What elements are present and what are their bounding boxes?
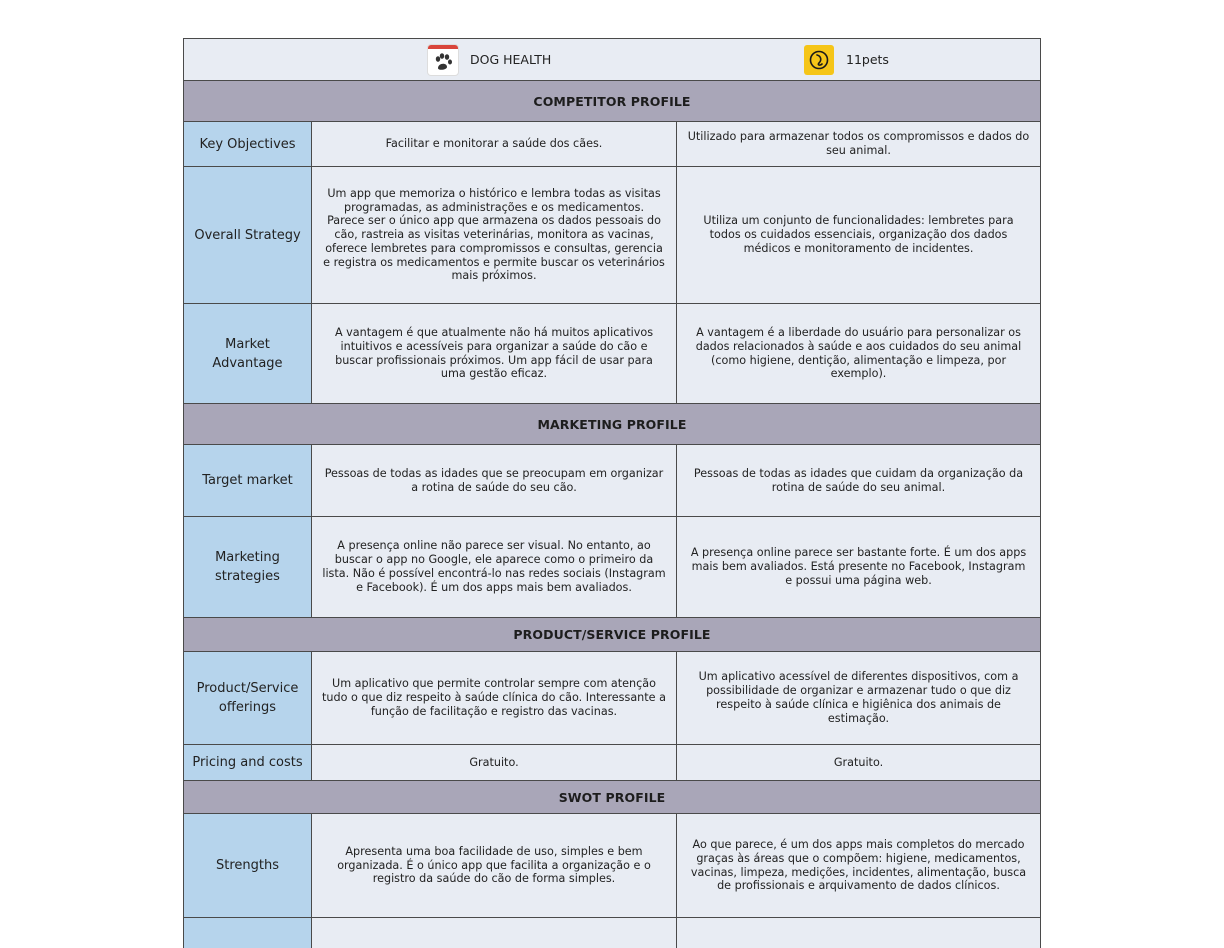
row-label: Key Objectives (184, 122, 312, 166)
app-a-cell: Pessoas de todas as idades que se preocupam em organizar a rotina de saúde do seu cão. (312, 445, 677, 516)
app-a-cell: Gratuito. (312, 745, 677, 780)
app-b-cell: A presença online parece ser bastante forte. É um dos apps mais bem avaliados. Está presente no Facebook, Instagram e possui uma página web. (677, 517, 1040, 617)
app-b-cell: Utilizado para armazenar todos os compromissos e dados do seu animal. (677, 122, 1040, 166)
table-row (184, 167, 1040, 304)
row-label: Product/Service offerings (184, 652, 312, 744)
table-header-row (184, 39, 1040, 81)
table-row (184, 122, 1040, 167)
app-a-cell: Apresenta uma boa facilidade de uso, simples e bem organizada. É o único app que facilita a organização e o registro da saúde do cão de forma simples. (312, 814, 677, 917)
app-a-cell: Facilitar e monitorar a saúde dos cães. (312, 122, 677, 166)
table-row (184, 814, 1040, 918)
section-competitor-profile (184, 81, 1040, 122)
table-row (184, 445, 1040, 517)
app-a-header (428, 39, 551, 80)
app-a-cell: Um aplicativo que permite controlar sempre com atenção tudo o que diz respeito à saúde clínica do cão. Interessante a função de facilitação e registro das vacinas. (312, 652, 677, 744)
table-row (184, 652, 1040, 745)
app-a-cell: A presença online não parece ser visual. No entanto, ao buscar o app no Google, ele aparece como o primeiro da lista. Não é possível encontrá-lo nas redes sociais (Instagram e Facebook). É um dos apps mais bem avaliados. (312, 517, 677, 617)
row-label: Marketing strategies (184, 517, 312, 617)
pet-logo-icon (804, 45, 834, 75)
app-b-cell: Ao que parece, é um dos apps mais completos do mercado graças às áreas que o compõem: higiene, medicamentos, vacinas, limpeza, medições, incidentes, alimentação, busca de profissionais e arquivamento de dados clínicos. (677, 814, 1040, 917)
row-label: Market Advantage (184, 304, 312, 403)
app-a-cell (312, 918, 677, 948)
table-row (184, 918, 1040, 948)
app-b-cell: Um aplicativo acessível de diferentes dispositivos, com a possibilidade de organizar e armazenar tudo o que diz respeito à saúde clínica e higiênica dos animais de estimação. (677, 652, 1040, 744)
table-row (184, 745, 1040, 781)
competitor-analysis-table (183, 38, 1041, 948)
section-title: SWOT PROFILE (558, 789, 666, 805)
row-label (184, 918, 312, 948)
section-title: PRODUCT/SERVICE PROFILE (513, 627, 711, 642)
row-label: Overall Strategy (184, 167, 312, 303)
app-b-header (804, 39, 889, 80)
section-product-service-profile (184, 618, 1040, 652)
app-b-cell: Gratuito. (677, 745, 1040, 780)
table-row (184, 517, 1040, 618)
paw-print-icon (428, 45, 458, 75)
section-swot-profile (184, 781, 1040, 814)
app-b-cell: Pessoas de todas as idades que cuidam da organização da rotina de saúde do seu animal. (677, 445, 1040, 516)
app-a-name: DOG HEALTH (470, 52, 552, 67)
row-label: Pricing and costs (184, 745, 312, 780)
app-a-cell: Um app que memoriza o histórico e lembra todas as visitas programadas, as administrações e os medicamentos. Parece ser o único app que armazena os dados pessoais do cão, rastreia as visitas veterinárias, monitora as vacinas, oferece lembretes para compromissos e consultas, gerencia e registra os medicamentos e permite buscar os veterinários mais próximos. (312, 167, 677, 303)
row-label: Strengths (184, 814, 312, 917)
app-b-name: 11pets (846, 52, 889, 67)
app-b-cell: Utiliza um conjunto de funcionalidades: lembretes para todos os cuidados essenciais, organização dos dados médicos e monitoramento de incidentes. (677, 167, 1040, 303)
section-marketing-profile (184, 404, 1040, 445)
row-label: Target market (184, 445, 312, 516)
section-title: MARKETING PROFILE (537, 416, 687, 432)
app-b-cell (677, 918, 1040, 948)
table-row (184, 304, 1040, 404)
section-title: COMPETITOR PROFILE (533, 93, 691, 109)
app-b-cell: A vantagem é a liberdade do usuário para personalizar os dados relacionados à saúde e aos cuidados do seu animal (como higiene, dentição, alimentação e limpeza, por exemplo). (677, 304, 1040, 403)
app-a-cell: A vantagem é que atualmente não há muitos aplicativos intuitivos e acessíveis para organizar a saúde do cão e buscar profissionais próximos. Um app fácil de usar para uma gestão eficaz. (312, 304, 677, 403)
